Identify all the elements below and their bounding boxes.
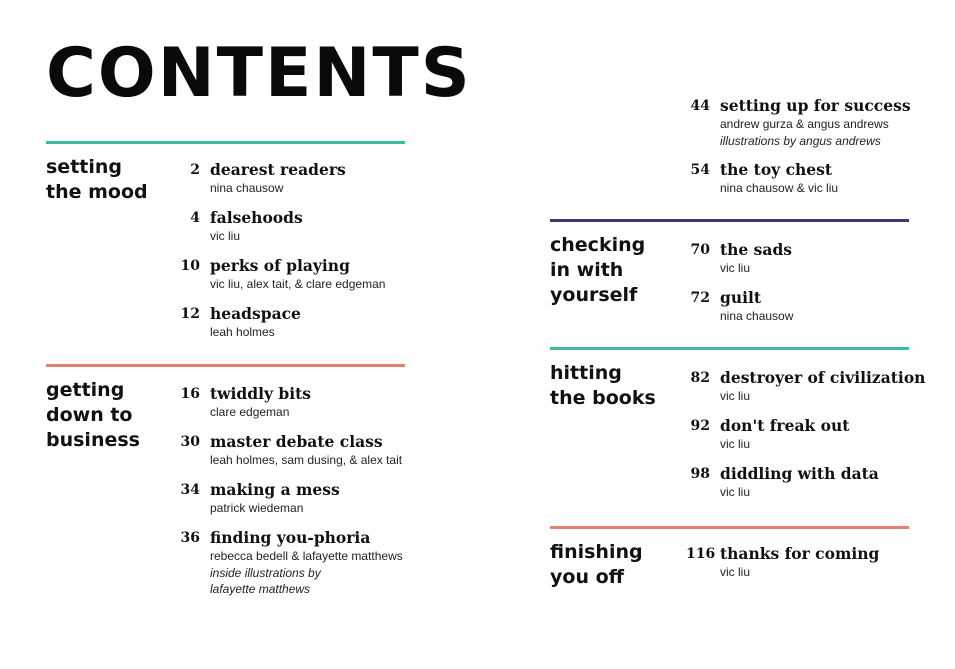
- page-number: 12: [180, 306, 200, 322]
- entry-author: vic liu: [720, 437, 751, 451]
- entry-author: nina chausow: [210, 181, 284, 195]
- entry-title: setting up for success: [720, 96, 911, 115]
- entry-author: leah holmes: [210, 325, 275, 339]
- section-heading: checking in with yourself: [550, 234, 646, 306]
- section-divider: [550, 219, 909, 222]
- entry-title: the toy chest: [720, 160, 833, 179]
- entry-author: clare edgeman: [210, 405, 290, 419]
- entry-title: falsehoods: [210, 208, 303, 227]
- page-number: 10: [180, 258, 200, 274]
- entry-title: diddling with data: [720, 464, 879, 483]
- entry-credit: illustrations by angus andrews: [720, 134, 881, 148]
- entry-title: master debate class: [210, 432, 383, 451]
- section-heading: setting the mood: [46, 156, 148, 203]
- entry-author: vic liu: [720, 389, 751, 403]
- section-heading: finishing you off: [550, 541, 643, 588]
- entry-author: andrew gurza & angus andrews: [720, 117, 889, 131]
- entry-author: vic liu, alex tait, & clare edgeman: [210, 277, 386, 291]
- section-heading: getting down to business: [46, 379, 140, 451]
- entry-author: vic liu: [720, 485, 751, 499]
- entry-title: twiddly bits: [210, 384, 311, 403]
- page-number: 54: [690, 162, 710, 178]
- page-number: 82: [690, 370, 710, 386]
- page-number: 116: [686, 546, 716, 562]
- page-number: 34: [180, 482, 200, 498]
- entry-author: patrick wiedeman: [210, 501, 304, 515]
- entry-author: vic liu: [720, 261, 751, 275]
- entry-title: thanks for coming: [720, 544, 880, 563]
- page-number: 72: [690, 290, 710, 306]
- entry-title: destroyer of civilization: [720, 368, 926, 387]
- entry-author: leah holmes, sam dusing, & alex tait: [210, 453, 403, 467]
- entry-author: vic liu: [720, 565, 751, 579]
- page-number: 70: [690, 242, 710, 258]
- page-number: 16: [180, 386, 200, 402]
- entry-title: guilt: [720, 288, 762, 307]
- page-number: 30: [180, 434, 200, 450]
- page-number: 36: [180, 530, 200, 546]
- page-number: 44: [690, 98, 710, 114]
- page-number: 92: [690, 418, 710, 434]
- section-heading: hitting the books: [550, 362, 656, 409]
- entry-title: dearest readers: [210, 160, 346, 179]
- entry-author: nina chausow & vic liu: [720, 181, 839, 195]
- entry-author: vic liu: [210, 229, 241, 243]
- section-divider: [550, 347, 909, 350]
- entry-author: nina chausow: [720, 309, 794, 323]
- page-title: CONTENTS: [46, 34, 472, 113]
- section-divider: [46, 364, 405, 367]
- section-divider: [550, 526, 909, 529]
- entry-title: don't freak out: [720, 416, 850, 435]
- entry-title: the sads: [720, 240, 793, 259]
- entry-credit: inside illustrations by lafayette matthews: [210, 566, 321, 596]
- section-divider: [46, 141, 405, 144]
- page-number: 98: [690, 466, 710, 482]
- entry-author: rebecca bedell & lafayette matthews: [210, 549, 403, 563]
- page-number: 4: [190, 210, 200, 226]
- entry-title: making a mess: [210, 480, 340, 499]
- entry-title: headspace: [210, 304, 301, 323]
- page-number: 2: [190, 162, 200, 178]
- entry-title: perks of playing: [210, 256, 350, 275]
- entry-title: finding you-phoria: [210, 528, 371, 547]
